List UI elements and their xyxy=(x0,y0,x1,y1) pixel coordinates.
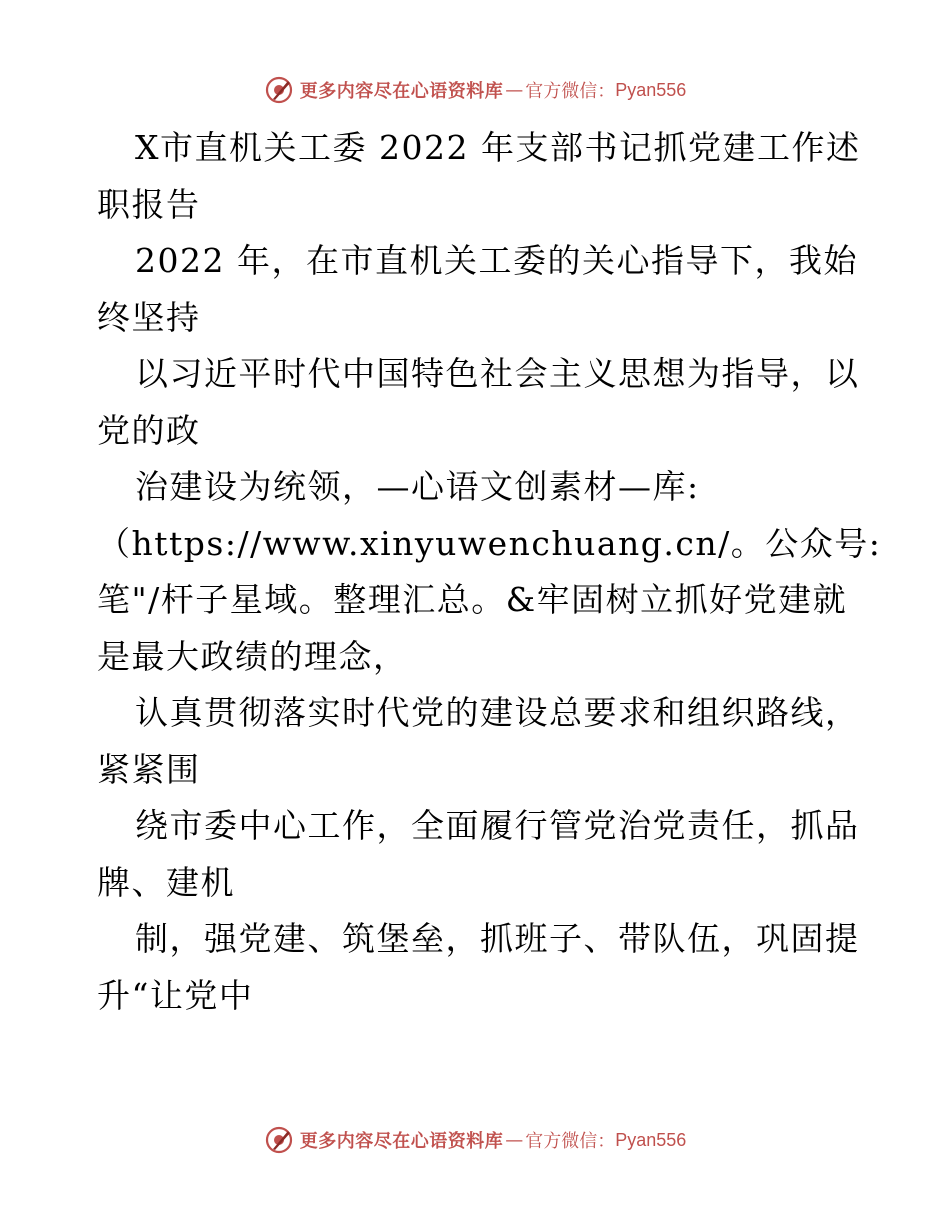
text-line: X市直机关工委 2022 年支部书记抓党建工作述 xyxy=(135,128,861,167)
banner-slogan: 更多内容尽在心语资料库 xyxy=(299,1131,504,1152)
quill-logo-icon xyxy=(264,1125,294,1155)
header-banner xyxy=(0,73,950,107)
text-line: 牌、建机 xyxy=(97,862,235,902)
text-line: 紧紧围 xyxy=(97,749,201,789)
banner-dash: — xyxy=(505,1129,524,1151)
text-line: 终坚持 xyxy=(97,297,201,337)
banner-wechat-label: 官方微信： xyxy=(525,1131,616,1152)
banner-wechat-id: Pyan556 xyxy=(615,79,687,100)
text-line: 是最大政绩的理念， xyxy=(97,636,408,676)
footer-banner xyxy=(0,1123,950,1157)
text-line: 制，强党建、筑堡垒，抓班子、带队伍，巩固提 xyxy=(135,919,860,958)
text-line: 认真贯彻落实时代党的建设总要求和组织路线， xyxy=(135,693,860,732)
text-line: 党的政 xyxy=(97,410,201,450)
banner-slogan: 更多内容尽在心语资料库 xyxy=(299,81,504,102)
text-line: 治建设为统领，—心语文创素材—库: xyxy=(135,467,700,506)
banner-wechat-label: 官方微信： xyxy=(525,81,616,102)
text-line: 以习近平时代中国特色社会主义思想为指导，以 xyxy=(135,354,860,393)
text-line: 2022 年，在市直机关工委的关心指导下，我始 xyxy=(135,241,858,280)
banner-wechat-id: Pyan556 xyxy=(615,1129,687,1150)
text-line: 升“让党中 xyxy=(97,975,254,1015)
text-line: 笔"/杆子星域。整理汇总。&牢固树立抓好党建就 xyxy=(97,580,848,619)
text-line: （https://www.xinyuwenchuang.cn/。公众号: xyxy=(97,523,882,563)
document-body xyxy=(97,120,882,1024)
text-line: 职报告 xyxy=(97,184,201,224)
quill-logo-icon xyxy=(264,75,294,105)
banner-dash: — xyxy=(505,79,524,101)
text-line: 绕市委中心工作，全面履行管党治党责任，抓品 xyxy=(135,806,860,845)
